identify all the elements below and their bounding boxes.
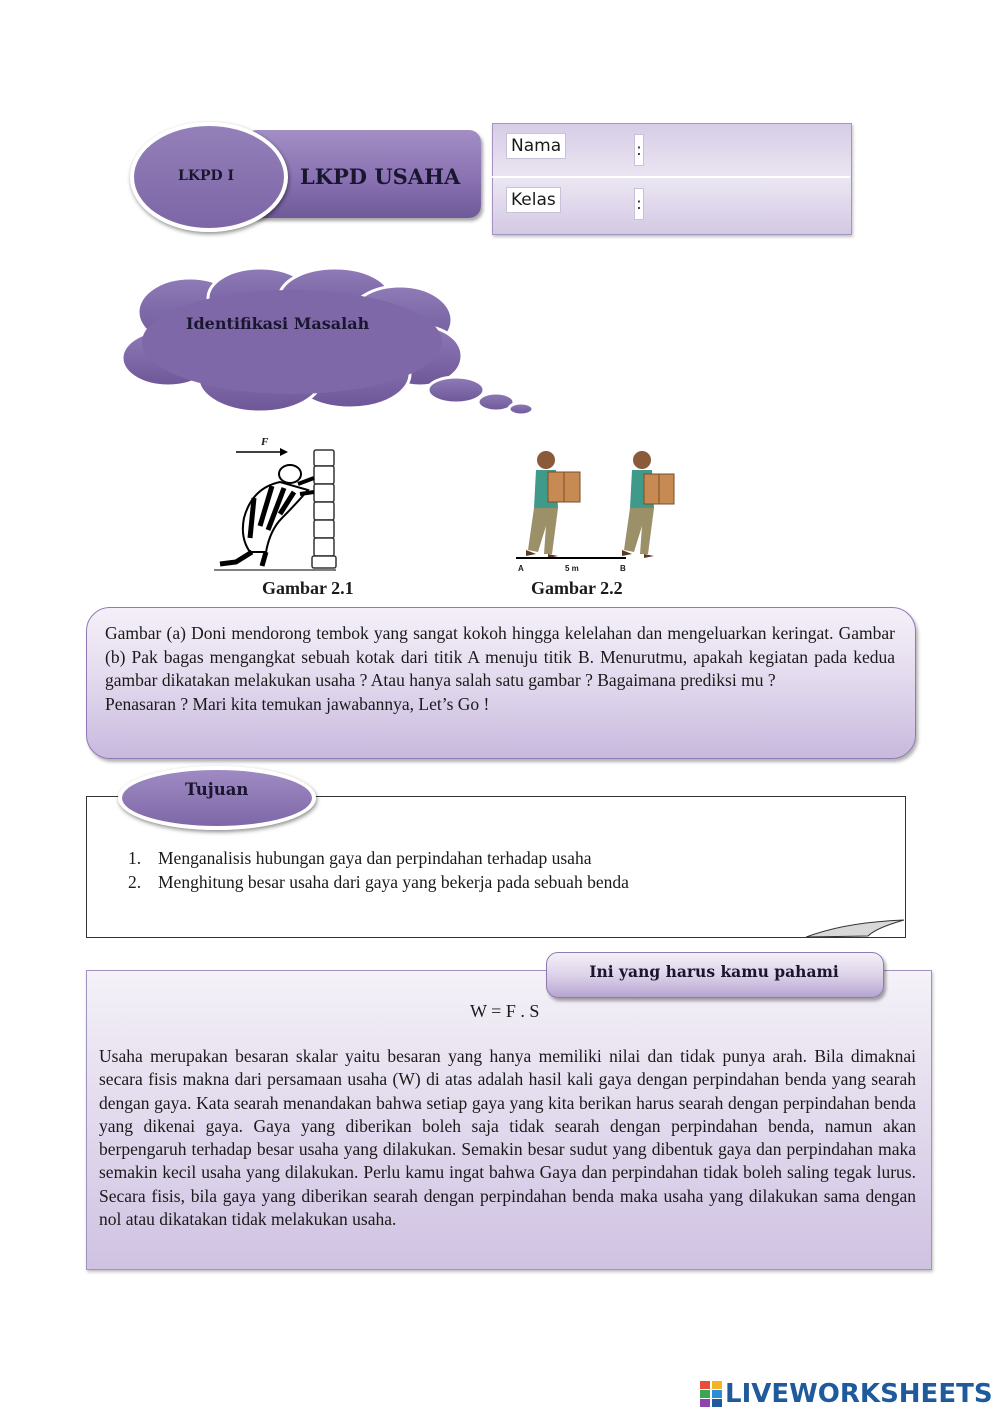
problem-paragraph: Gambar (a) Doni mendorong tembok yang sangat kokoh hingga kelelahan dan mengeluarkan keringat. Gambar (b) Pak bagas mengangkat sebuah kotak dari titik A menuju titik B. Menurutmu, apakah kegiatan pada kedua gambar dikatakan melakukan usaha ? Atau hanya salah satu gambar ? Bagaimana prediksi mu ? [105, 623, 895, 690]
list-item: 2. Menghitung besar usaha dari gaya yang bekerja pada sebuah benda [128, 872, 629, 892]
kelas-label: Kelas [506, 187, 561, 213]
cloud-label: Identifikasi Masalah [186, 314, 370, 333]
point-a-label: A [518, 564, 524, 573]
nama-field[interactable]: : [634, 134, 644, 166]
work-formula: W = F . S [470, 1001, 540, 1021]
point-b-label: B [620, 564, 626, 573]
concept-text: Usaha merupakan besaran skalar yaitu besaran yang hanya memiliki nilai dan tidak punya arah. Bila dimaknai secara fisis makna dari persamaan usaha (W) di atas adalah hasil kali gaya dengan perpindahan benda yang searah dengan gaya. Kata searah menandakan bahwa setiap gaya yang kita berikan harus searah dengan perpindahan benda yang dikenai gaya. Gaya yang diberikan boleh saja tidak searah dengan perpindahan benda, namun akan berpengaruh terhadap besar usaha yang dilakukan. Semakin besar sudut yang dibentuk gaya dan perpindahan maka semakin kecil usaha yang dilakukan. Perlu kamu ingat bahwa Gaya dan perpindahan tidak boleh saling tegak lurus. Secara fisis, bila gaya yang diberikan searah dengan perpindahan benda maka usaha yang dilakukan sama dengan nol atau dikatakan tidak melakukan usaha. [99, 1046, 916, 1230]
thought-cloud [110, 262, 550, 422]
lkpd-badge-label: LKPD I [178, 168, 235, 184]
caption-gambar-2-2: Gambar 2.2 [531, 578, 623, 598]
force-label: F [261, 436, 269, 448]
caption-gambar-2-1: Gambar 2.1 [262, 578, 354, 598]
brand-name: LIVEWORKSHEETS [725, 1379, 993, 1409]
worksheet-title: LKPD USAHA [300, 164, 461, 189]
page-curl [806, 912, 906, 938]
problem-closing: Penasaran ? Mari kita temukan jawabannya, Let’s Go ! [105, 693, 490, 714]
liveworksheets-logo-icon [700, 1381, 722, 1407]
problem-text [105, 622, 895, 716]
nama-label: Nama [506, 133, 566, 159]
carrying-box-illustration [512, 446, 684, 576]
identity-divider [492, 176, 850, 178]
kelas-field[interactable]: : [634, 188, 644, 220]
list-item: 1. Menganalisis hubungan gaya dan perpindahan terhadap usaha [128, 848, 592, 868]
tujuan-list [128, 846, 629, 894]
liveworksheets-logo [700, 1378, 993, 1410]
distance-label: 5 m [565, 564, 579, 573]
concept-tab-label: Ini yang harus kamu pahami [589, 962, 839, 981]
pushing-wall-illustration [210, 434, 340, 574]
tujuan-label: Tujuan [185, 780, 249, 799]
